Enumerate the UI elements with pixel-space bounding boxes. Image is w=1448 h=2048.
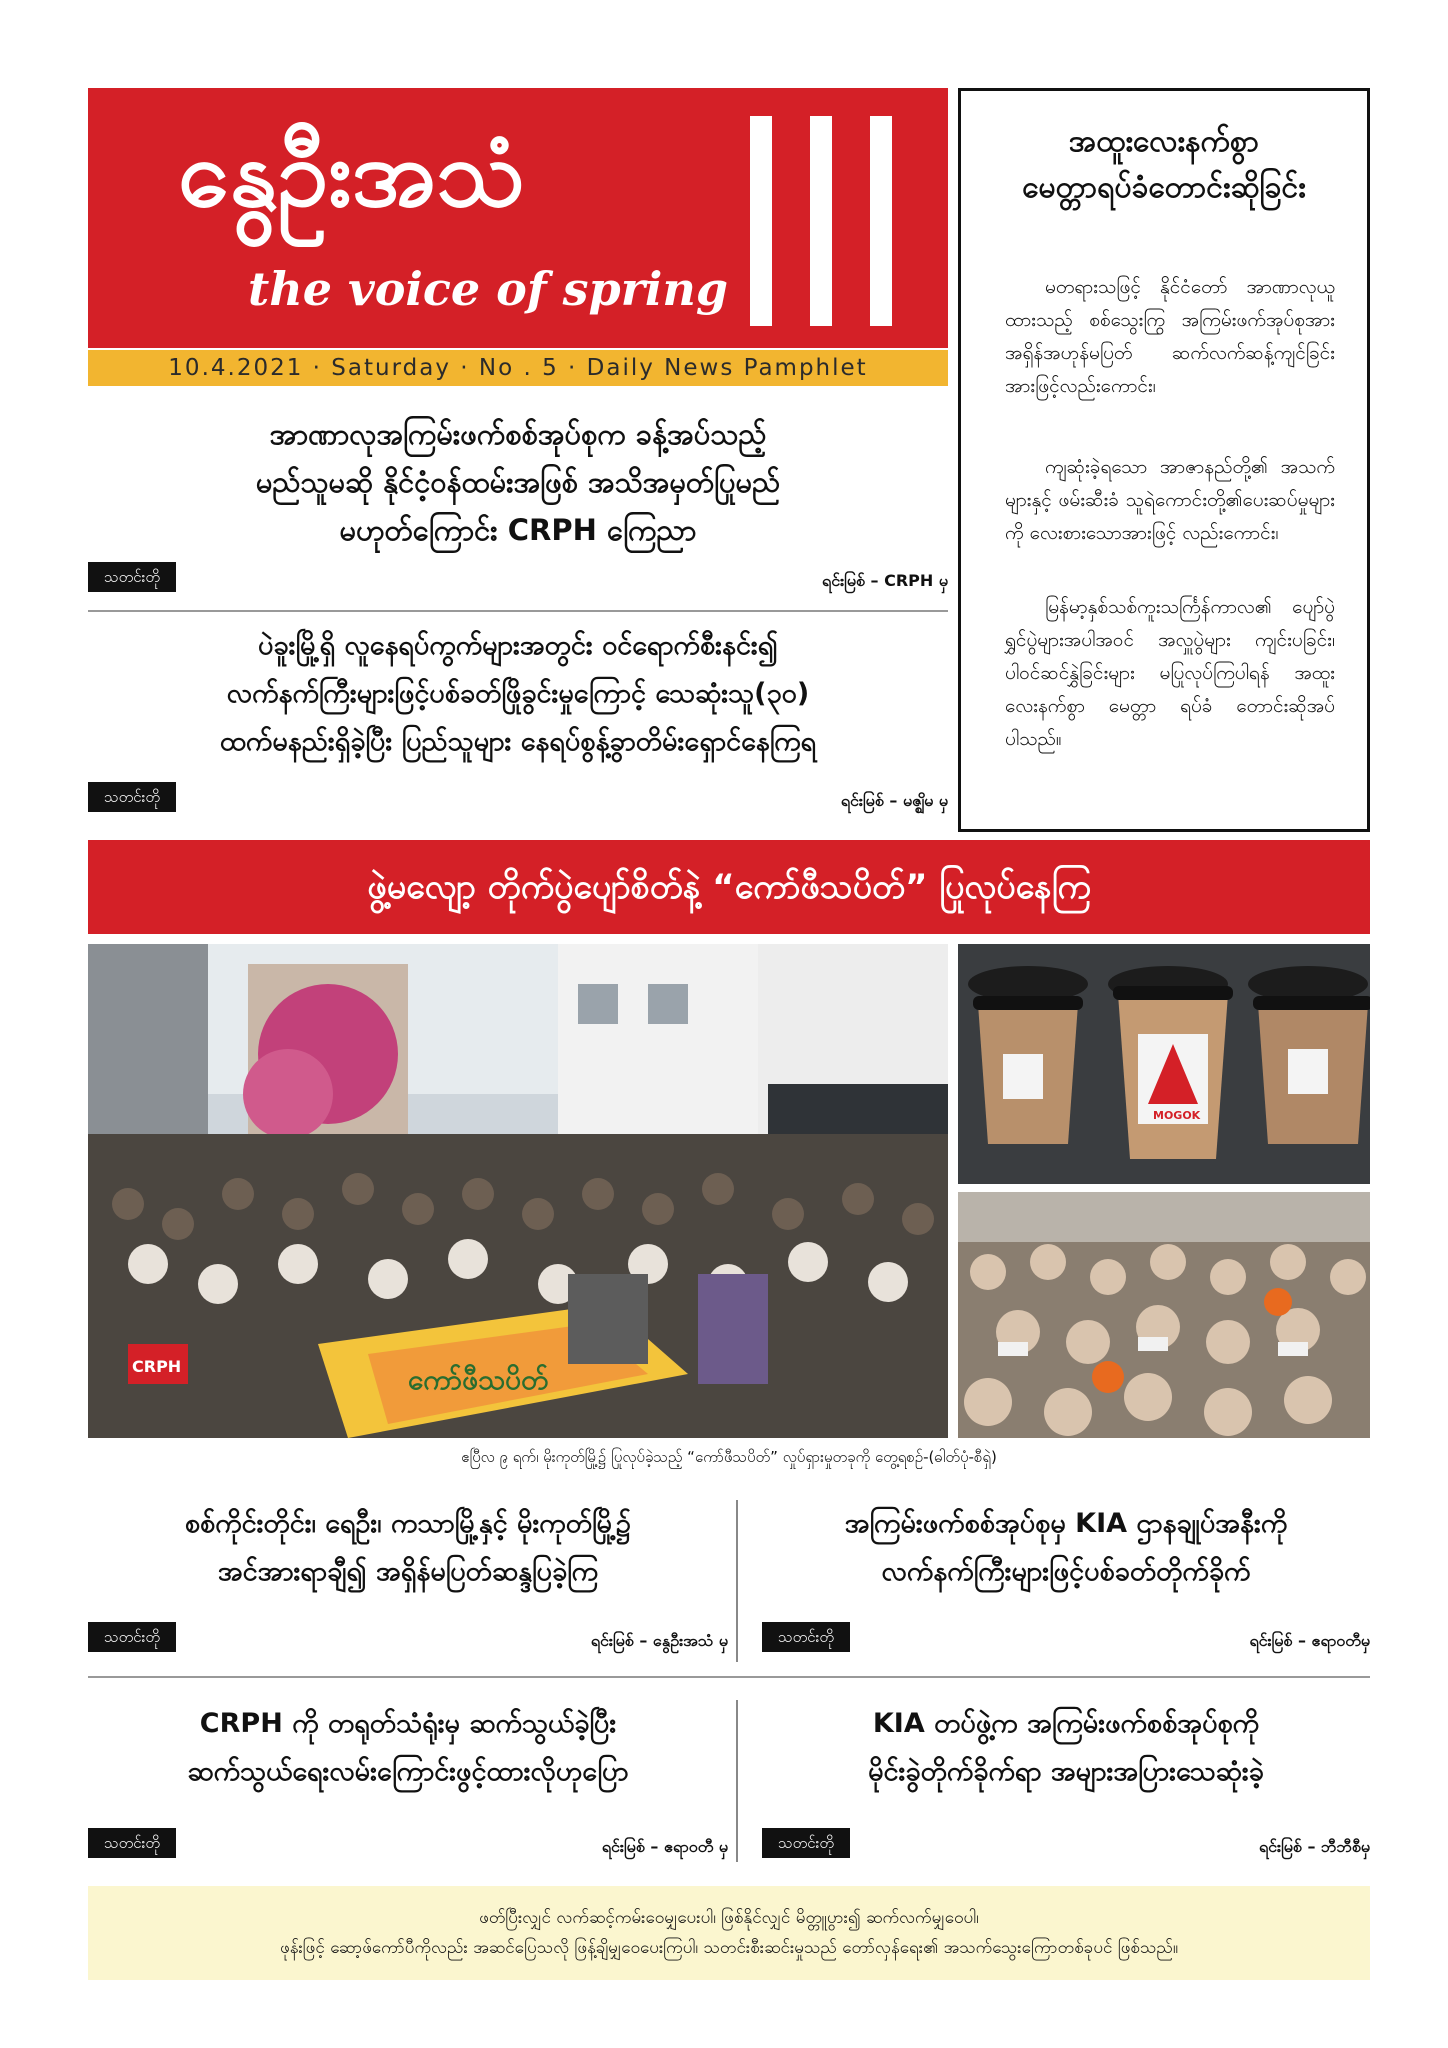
- news-item-6: [762, 1700, 1370, 1862]
- news-4-line-2: လက်နက်ကြီးများဖြင့်ပစ်ခတ်တိုက်ခိုက်: [881, 1556, 1251, 1587]
- cup-label-text: MOGOK: [1153, 1109, 1201, 1122]
- photo-caption: ဧပြီလ ၉ ရက်၊ မိုးကုတ်မြို့၌ ပြုလုပ်ခဲ့သည့် “ကော်ဖီသပိတ်” လှုပ်ရှားမှုတခုကို တွေ့ရစဉ်-(ဓါတ်ပုံ-စီရှဲ): [461, 1448, 997, 1466]
- news-3-line-2: အင်အားရာချီ၍ အရှိန်မပြတ်ဆန္ဒပြခဲ့ကြ: [217, 1556, 599, 1587]
- news-6-tag: သတင်းတို: [762, 1828, 850, 1858]
- divider: [88, 610, 948, 612]
- news-1-line-3: မဟုတ်ကြောင်း CRPH ကြေညာ: [339, 513, 697, 547]
- photo-crph-sign: CRPH: [132, 1357, 182, 1376]
- news-4-tag: သတင်းတို: [762, 1622, 850, 1652]
- news-5-tag: သတင်းတို: [88, 1828, 176, 1858]
- news-2-line-2: လက်နက်ကြီးများဖြင့်ပစ်ခတ်ဖြိုခွင်းမှုကြောင့် သေဆုံးသူ(၃၀): [226, 678, 810, 709]
- news-2-tag: သတင်းတို: [88, 782, 176, 812]
- feature-banner: ဖွဲ့မလျော့ တိုက်ပွဲပျော်စိတ်နဲ့ “ကော်ဖီသပိတ်” ပြုလုပ်နေကြ: [88, 840, 1370, 934]
- sidebar-notice: [958, 88, 1370, 832]
- masthead-bar-2: [810, 116, 832, 326]
- news-4-line-1: အကြမ်းဖက်စစ်အုပ်စုမှ KIA ဌာနချုပ်အနီးကို: [844, 1508, 1288, 1539]
- divider: [88, 1676, 1370, 1678]
- news-1-line-1: အာဏာလုအကြမ်းဖက်စစ်အုပ်စုက ခန့်အပ်သည့်: [269, 417, 767, 451]
- news-6-line-2: မိုင်းခွဲတိုက်ခိုက်ရာ အများအပြားသေဆုံးခဲ့: [868, 1756, 1264, 1787]
- sidebar-title-line-2: မေတ္တာရပ်ခံတောင်းဆိုခြင်း: [1022, 170, 1306, 205]
- news-item-4: [762, 1500, 1370, 1662]
- masthead-title-en: the voice of spring: [248, 262, 729, 316]
- photo-banner-text: ကော်ဖီသပိတ်: [408, 1363, 549, 1396]
- masthead-title-mm: နွေဦးအသံ: [178, 120, 526, 227]
- news-1-source: ရင်းမြစ် – CRPH မှ: [822, 571, 948, 590]
- footer-line-1: ဖတ်ပြီးလျှင် လက်ဆင့်ကမ်းဝေမျှပေးပါ၊ ဖြစ်နိုင်လျှင် မိတ္တူပွား၍ ဆက်လက်မျှဝေပါ၊: [479, 1908, 979, 1928]
- news-6-source: ရင်းမြစ် – ဘီဘီစီမှ: [1258, 1837, 1370, 1856]
- footer-note: [88, 1886, 1370, 1980]
- news-3-line-1: စစ်ကိုင်းတိုင်း၊ ရေဦး၊ ကသာမြို့နှင့် မိုးကုတ်မြို့၌: [184, 1508, 632, 1539]
- news-item-1: [88, 410, 948, 610]
- sidebar-paragraph-2: ကျဆုံးခဲ့ရသော အာဇာနည်တို့၏ အသက်များနှင့် ဖမ်းဆီးခံ သူရဲကောင်းတို့၏ပေးဆပ်မှုများကို လေးစားသောအားဖြင့် လည်းကောင်း၊: [1005, 456, 1335, 544]
- footer-line-2: ဖုန်းဖြင့် ဆော့ဖ်ကော်ပီကိုလည်း အဆင်ပြေသလို ဖြန့်ချိမျှဝေပေးကြပါ၊ သတင်းစီးဆင်းမှုသည် တော်လှန်ရေး၏ အသက်သွေးကြောတစ်ခုပင် ဖြစ်သည်။: [279, 1938, 1179, 1958]
- masthead-bar-3: [870, 116, 892, 326]
- news-item-3: [88, 1500, 728, 1662]
- column-divider: [736, 1700, 738, 1862]
- news-3-source: ရင်းမြစ် – နွေဦးအသံ မှ: [590, 1631, 728, 1650]
- news-1-tag: သတင်းတို: [88, 562, 176, 592]
- news-2-source: ရင်းမြစ် – မဇ္ဈိမ မှ: [840, 791, 948, 810]
- dateline: 10.4.2021 · Saturday · No . 5 · Daily News Pamphlet: [88, 350, 948, 386]
- news-1-headline: [128, 410, 908, 554]
- news-5-line-2: ဆက်သွယ်ရေးလမ်းကြောင်းဖွင့်ထားလိုဟုပြော: [187, 1756, 629, 1787]
- news-3-headline: [108, 1500, 708, 1596]
- news-6-line-1: KIA တပ်ဖွဲ့က အကြမ်းဖက်စစ်အုပ်စုကို: [872, 1708, 1260, 1739]
- news-6-headline: [762, 1700, 1370, 1796]
- news-3-tag: သတင်းတို: [88, 1622, 176, 1652]
- column-divider: [736, 1500, 738, 1662]
- news-item-2: [88, 622, 948, 830]
- news-2-line-1: ပဲခူးမြို့ရှိ လူနေရပ်ကွက်များအတွင်း ဝင်ရောက်စီးနင်း၍: [258, 630, 778, 661]
- sidebar-title-line-1: အထူးလေးနက်စွာ: [1068, 124, 1260, 159]
- news-5-line-1: CRPH ကို တရုတ်သံရုံးမှ ဆက်သွယ်ခဲ့ပြီး: [199, 1708, 617, 1739]
- news-5-headline: [108, 1700, 708, 1796]
- news-2-headline: [98, 622, 938, 766]
- sidebar-paragraph-1: မတရားသဖြင့် နိုင်ငံတော် အာဏာလုယူထားသည့် စစ်သွေးကြွ အကြမ်းဖက်အုပ်စုအား အရှိန်အဟုန်မပြတ် ဆက်လက်ဆန့်ကျင်ခြင်းအားဖြင့်လည်းကောင်း၊: [1005, 276, 1335, 397]
- coffee-cups-photo: [958, 944, 1370, 1184]
- news-5-source: ရင်းမြစ် – ဧရာဝတီ မှ: [601, 1837, 728, 1856]
- news-2-line-3: ထက်မနည်းရှိခဲ့ပြီး ပြည်သူများ နေရပ်စွန့်ခွာတိမ်းရှောင်နေကြရ: [219, 726, 817, 757]
- sidebar-title: [961, 119, 1367, 211]
- news-4-headline: [762, 1500, 1370, 1596]
- news-item-5: [88, 1700, 728, 1862]
- sidebar-paragraph-3: မြန်မာ့နှစ်သစ်ကူးသင်္ကြန်ကာလ၏ ပျော်ပွဲရွှင်ပွဲများအပါအဝင် အလှူပွဲများ ကျင်းပခြင်း၊ ပါဝင်ဆင်နွှဲခြင်းများ မပြုလုပ်ကြပါရန် အထူးလေးနက်စွာ မေတ္တာ ရပ်ခံ တောင်းဆိုအပ်ပါသည်။: [1005, 596, 1335, 750]
- protest-crowd-photo-2: [958, 1192, 1370, 1438]
- news-4-source: ရင်းမြစ် – ဧရာဝတီမှ: [1249, 1631, 1370, 1650]
- masthead: [88, 88, 948, 386]
- protest-crowd-photo: [88, 944, 948, 1438]
- news-1-line-2: မည်သူမဆို နိုင်ငံ့ဝန်ထမ်းအဖြစ် အသိအမှတ်ပြုမည်: [255, 465, 781, 499]
- masthead-bar-1: [750, 116, 772, 326]
